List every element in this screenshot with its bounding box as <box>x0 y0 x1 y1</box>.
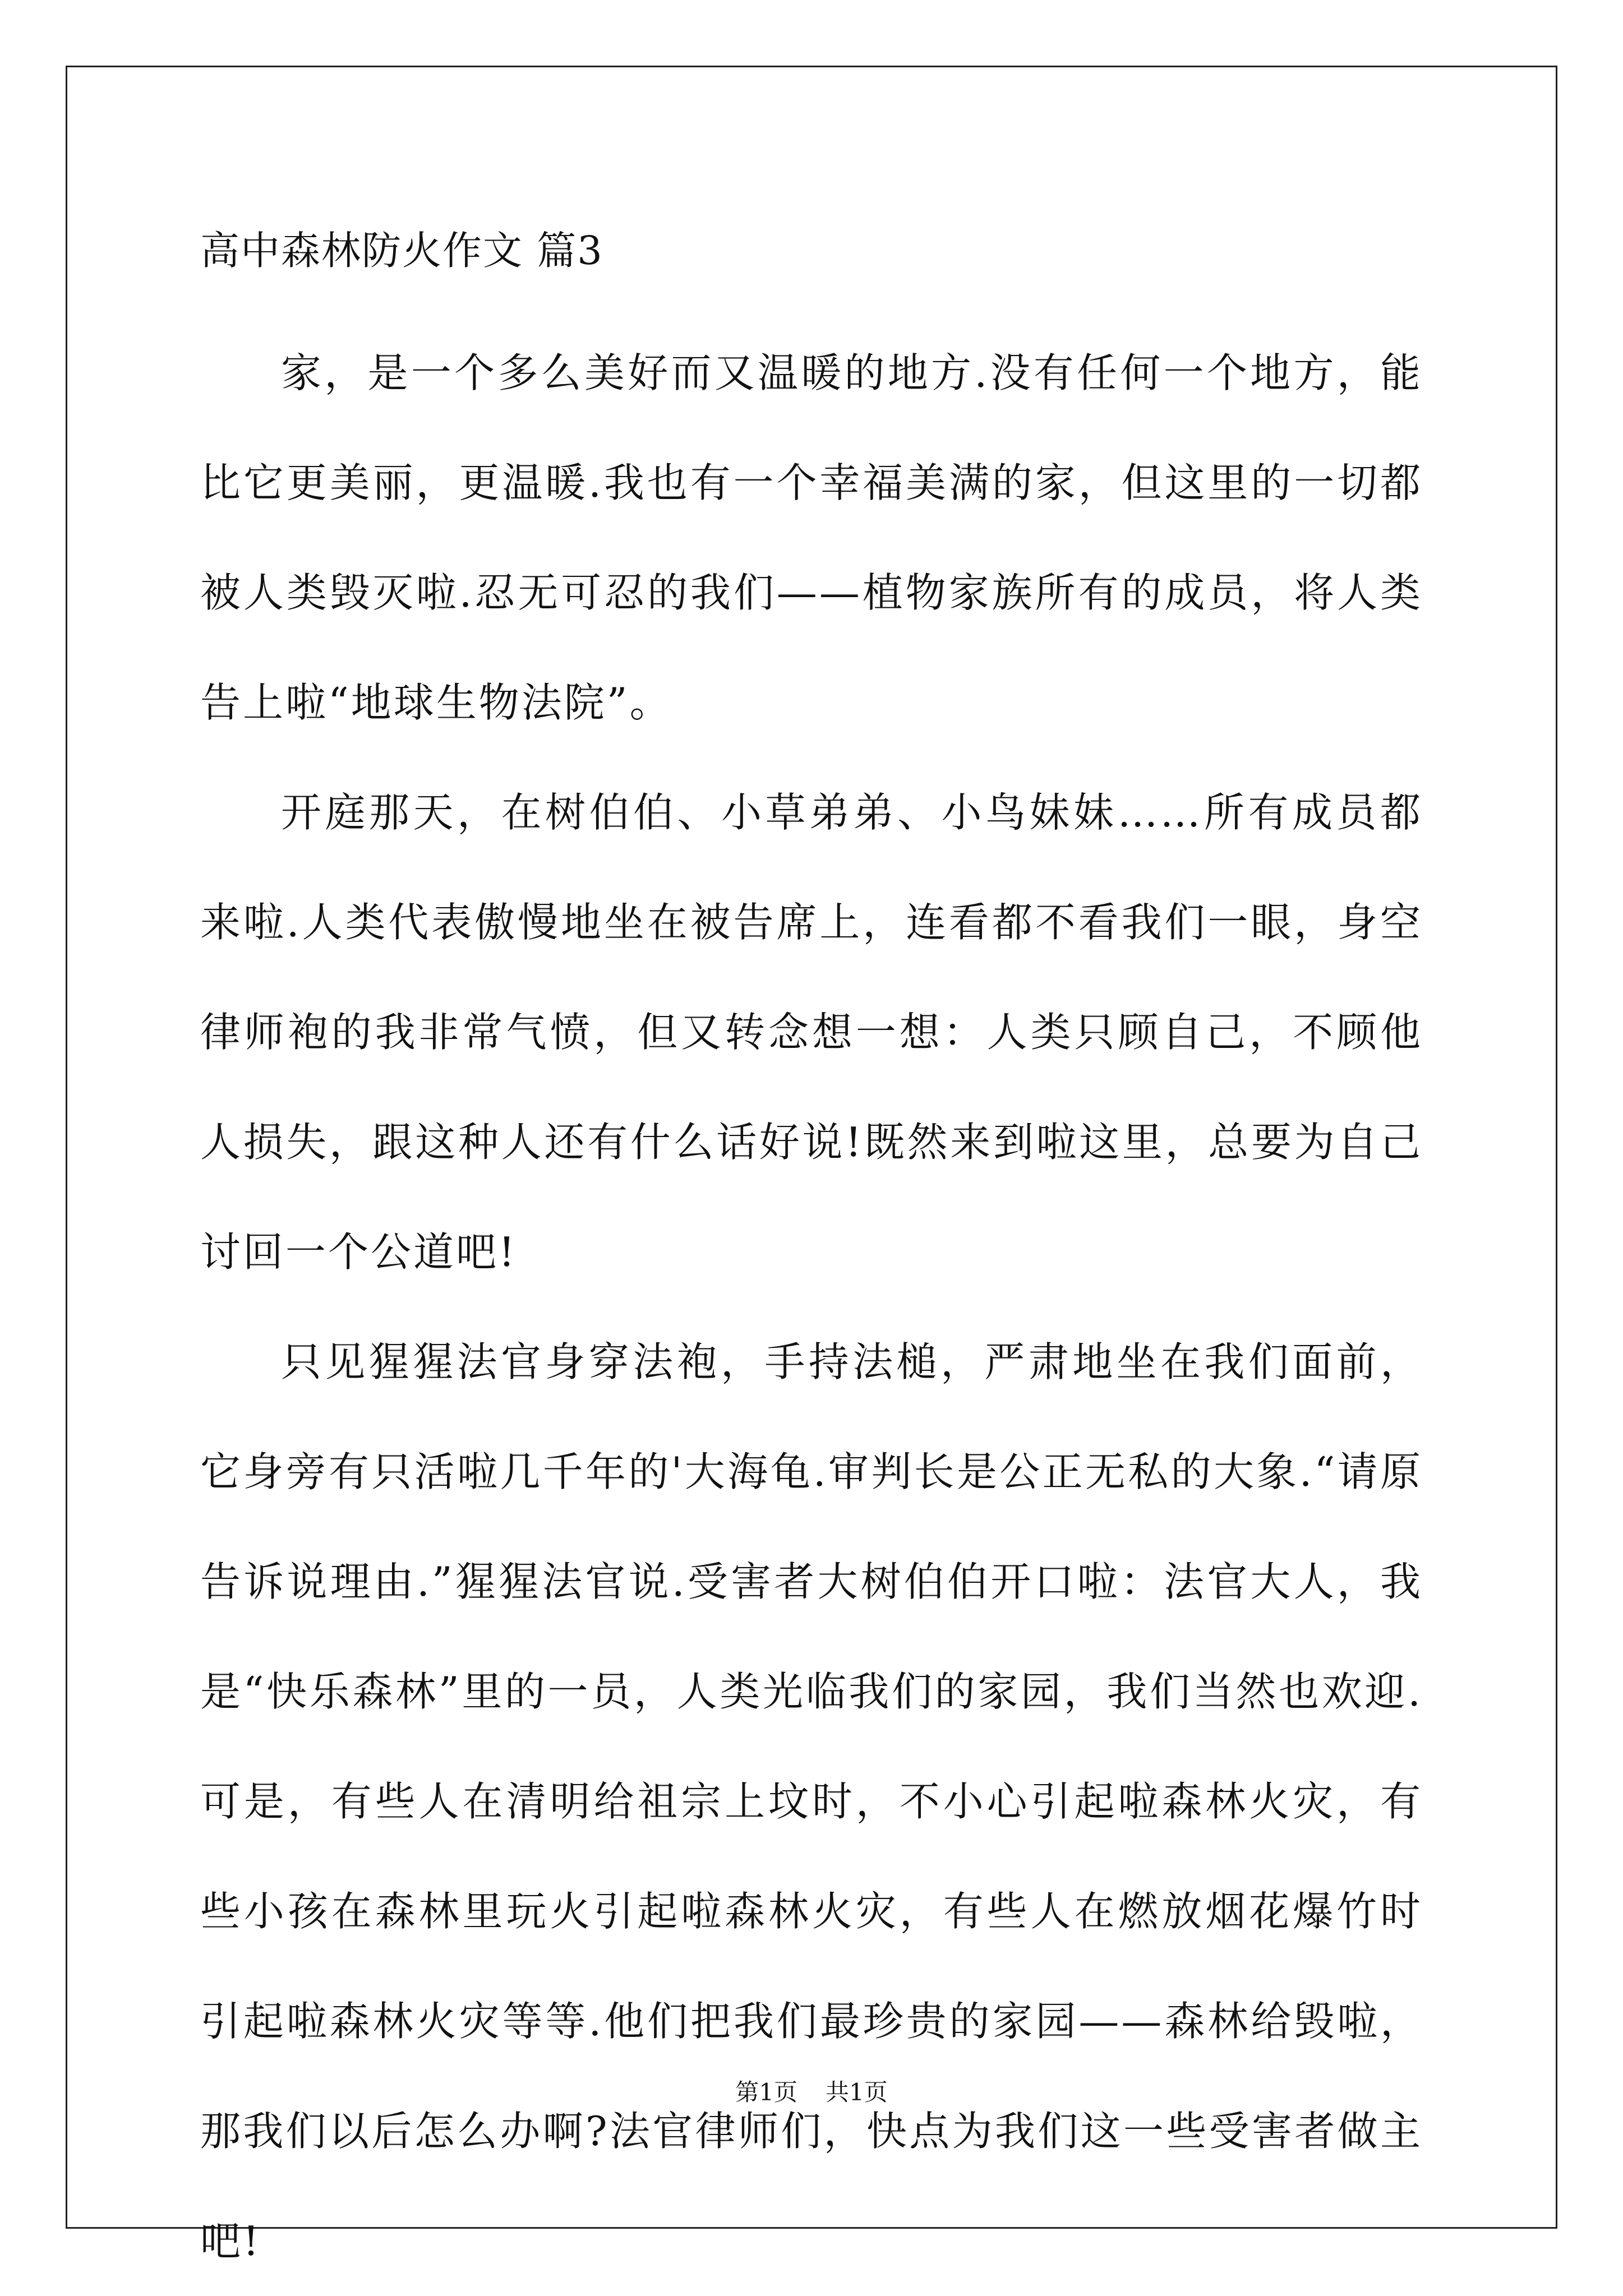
paragraph-1: 家，是一个多么美好而又温暖的地方.没有任何一个地方，能比它更美丽，更温暖.我也有一个幸福美满的家，但这里的一切都被人类毁灭啦.忍无可忍的我们——植物家族所有的成员，将人类告上啦“地球生物法院”。 <box>200 349 1423 726</box>
page-total: 共1页 <box>826 2078 888 2106</box>
document-title: 高中森林防火作文 篇3 <box>200 228 603 274</box>
document-body <box>200 219 1423 2296</box>
paragraph-2: 开庭那天，在树伯伯、小草弟弟、小鸟妹妹……所有成员都来啦.人类代表傲慢地坐在被告席上，连看都不看我们一眼，身空律师袍的我非常气愤，但又转念想一想：人类只顾自己，不顾他人损失，跟这种人还有什么话好说!既然来到啦这里，总要为自己讨回一个公道吧! <box>200 789 1423 1276</box>
page-footer <box>0 2076 1623 2109</box>
paragraph-3: 只见猩猩法官身穿法袍，手持法槌，严肃地坐在我们面前，它身旁有只活啦几千年的'大海龟.审判长是公正无私的大象.“请原告诉说理由.”猩猩法官说.受害者大树伯伯开口啦：法官大人，我是“快乐森林”里的一员，人类光临我们的家园，我们当然也欢迎.可是，有些人在清明给祖宗上坟时，不小心引起啦森林火灾，有些小孩在森林里玩火引起啦森林火灾，有些人在燃放烟花爆竹时引起啦森林火灾等等.他们把我们最珍贵的家园——森林给毁啦，那我们以后怎么办啊?法官律师们，快点为我们这一些受害者做主吧! <box>200 1338 1423 2265</box>
page-number: 第1页 <box>735 2078 797 2106</box>
